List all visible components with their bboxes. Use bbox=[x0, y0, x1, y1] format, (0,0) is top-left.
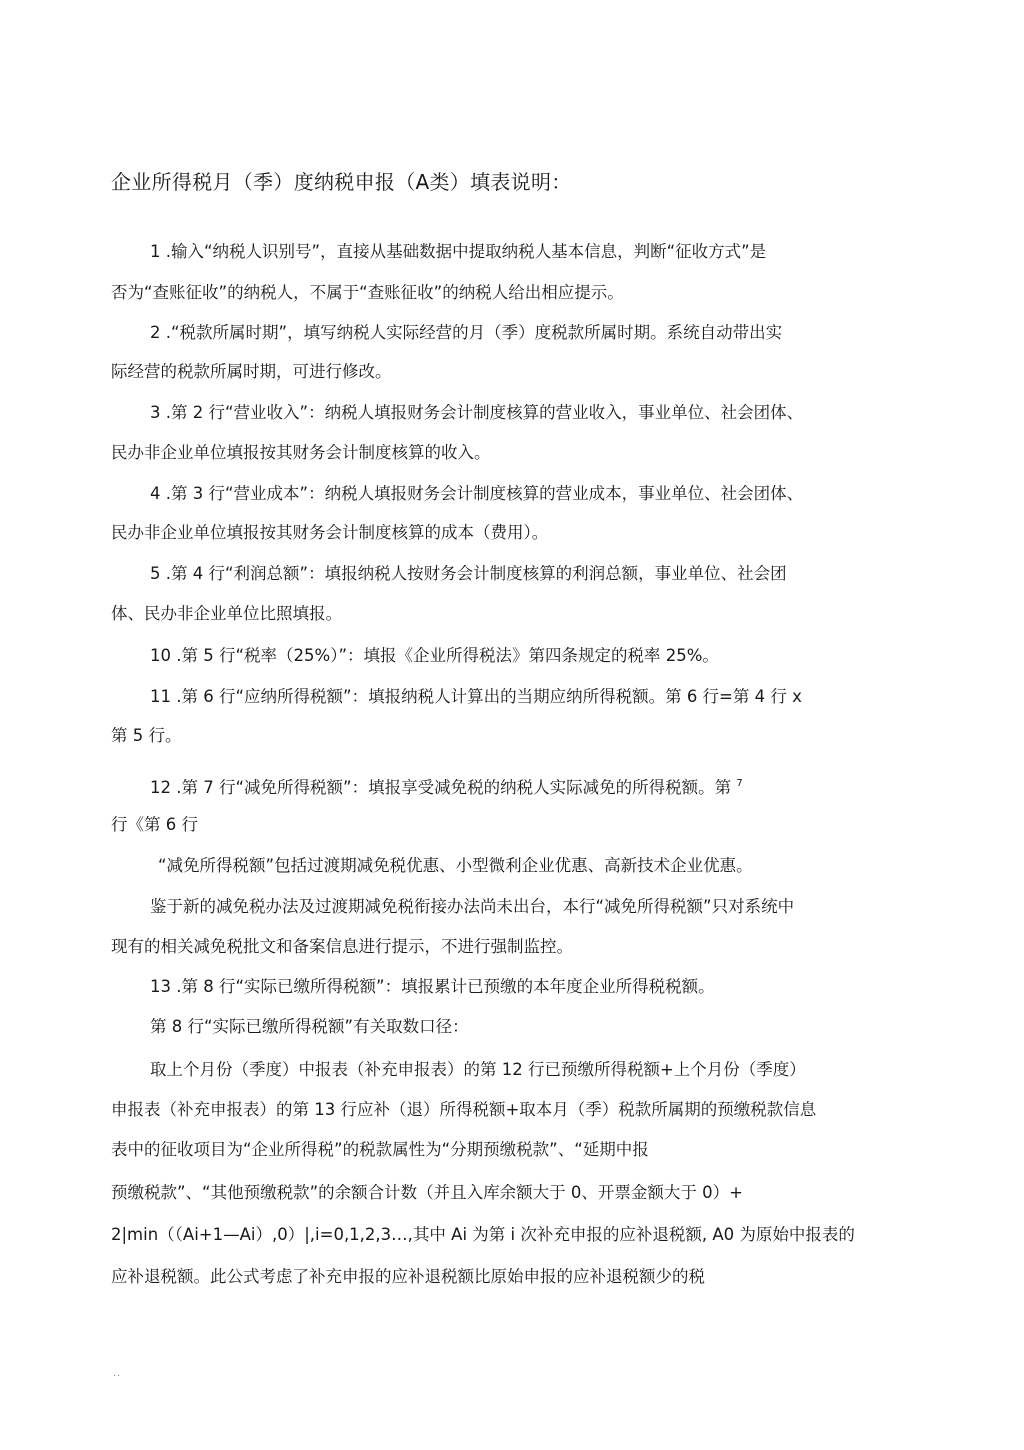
paragraph-line: 2|min（（Ai+1—Ai）,0）|,i=0,1,2,3…,其中 Ai 为第 i 次补充申报的应补退税额, A0 为原始中报表的 bbox=[111, 1225, 855, 1244]
footer-mark: .. bbox=[113, 1368, 122, 1379]
paragraph-line: 11 .第 6 行“应纳所得税额”：填报纳税人计算出的当期应纳所得税额。第 6 行=第 4 行 x bbox=[150, 687, 802, 706]
paragraph-line: 10 .第 5 行“税率（25%）”：填报《企业所得税法》第四条规定的税率 25%。 bbox=[150, 646, 719, 665]
paragraph-line: 第 5 行。 bbox=[111, 726, 182, 745]
superscript-number: 7 bbox=[736, 778, 743, 789]
paragraph-line: 4 .第 3 行“营业成本”：纳税人填报财务会计制度核算的营业成本，事业单位、社会团体、 bbox=[150, 484, 804, 503]
paragraph-line: 表中的征收项目为“企业所得税”的税款属性为“分期预缴税款”、“延期中报 bbox=[111, 1140, 649, 1159]
paragraph-line: “减免所得税额”包括过渡期减免税优惠、小型微利企业优惠、高新技术企业优惠。 bbox=[158, 856, 753, 875]
paragraph-line: 13 .第 8 行“实际已缴所得税额”：填报累计已预缴的本年度企业所得税税额。 bbox=[150, 977, 715, 996]
paragraph-line: 2 .“税款所属时期”，填写纳税人实际经营的月（季）度税款所属时期。系统自动带出实 bbox=[150, 323, 783, 342]
paragraph-line: 鉴于新的减免税办法及过渡期减免税衔接办法尚未出台，本行“减免所得税额”只对系统中 bbox=[150, 897, 795, 916]
paragraph-line: 取上个月份（季度）中报表（补充申报表）的第 12 行已预缴所得税额+上个月份（季度） bbox=[150, 1060, 806, 1079]
paragraph-line: 民办非企业单位填报按其财务会计制度核算的成本（费用）。 bbox=[111, 523, 549, 542]
document-title: 企业所得税月（季）度纳税申报（A类）填表说明： bbox=[111, 170, 572, 194]
paragraph-line: 否为“查账征收”的纳税人，不属于“查账征收”的纳税人给出相应提示。 bbox=[111, 283, 624, 302]
paragraph-line: 行《第 6 行 bbox=[111, 815, 198, 834]
paragraph-line: 预缴税款”、“其他预缴税款”的余额合计数（并且入库余额大于 0、开票金额大于 0）+ bbox=[111, 1183, 743, 1202]
paragraph-line: 应补退税额。此公式考虑了补充申报的应补退税额比原始申报的应补退税额少的税 bbox=[111, 1267, 705, 1286]
paragraph-text: 12 .第 7 行“减免所得税额”：填报享受减免税的纳税人实际减免的所得税额。第 bbox=[150, 778, 732, 797]
paragraph-line bbox=[150, 773, 743, 799]
paragraph-line: 体、民办非企业单位比照填报。 bbox=[111, 604, 342, 623]
paragraph-line: 申报表（补充申报表）的第 13 行应补（退）所得税额+取本月（季）税款所属期的预缴税款信息 bbox=[111, 1100, 817, 1119]
paragraph-line: 1 .输入“纳税人识别号”，直接从基础数据中提取纳税人基本信息，判断“征收方式”是 bbox=[150, 242, 767, 261]
paragraph-line: 5 .第 4 行“利润总额”：填报纳税人按财务会计制度核算的利润总额，事业单位、社会团 bbox=[150, 564, 787, 583]
paragraph-line: 现有的相关减免税批文和备案信息进行提示，不进行强制监控。 bbox=[111, 937, 573, 956]
paragraph-line: 第 8 行“实际已缴所得税额”有关取数口径： bbox=[150, 1017, 469, 1036]
paragraph-line: 民办非企业单位填报按其财务会计制度核算的收入。 bbox=[111, 443, 491, 462]
paragraph-line: 3 .第 2 行“营业收入”：纳税人填报财务会计制度核算的营业收入，事业单位、社会团体、 bbox=[150, 403, 804, 422]
paragraph-line: 际经营的税款所属时期，可进行修改。 bbox=[111, 362, 392, 381]
